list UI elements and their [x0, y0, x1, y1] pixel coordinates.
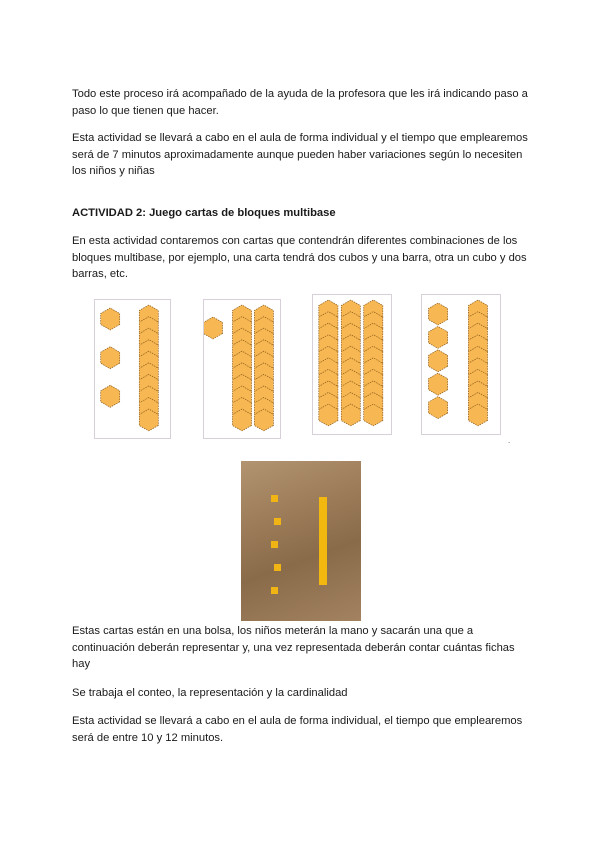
bar-block: [139, 305, 158, 431]
card-1: [94, 299, 171, 439]
bar-block: [364, 300, 383, 426]
paragraph-duration-activity-1: Esta actividad se llevará a cabo en el aula de forma individual y el tiempo que emplearemos será de 7 minutos aproximadamente aunque pueden haber variaciones según lo necesiten los niños y niñas: [72, 132, 528, 177]
cube-block: [429, 326, 448, 348]
cube-block: [429, 303, 448, 325]
cube-block: [429, 397, 448, 419]
photo-cube: [274, 564, 281, 571]
cube-block: [204, 317, 223, 339]
bar-block: [468, 300, 487, 426]
bar-block: [319, 300, 338, 426]
cube-block: [101, 347, 120, 369]
card-1-blocks: [95, 300, 170, 438]
paragraph-card-bag: Estas cartas están en una bolsa, los niños meterán la mano y sacarán una que a continuación deberán representar y, una vez representada deberán contar cuántas fichas hay: [72, 625, 515, 670]
cube-block: [429, 350, 448, 372]
cube-block: [101, 385, 120, 407]
photo-multibase-blocks: [241, 461, 361, 621]
card-3-blocks: [313, 295, 391, 434]
heading-activity-2: ACTIVIDAD 2: Juego cartas de bloques multibase: [72, 207, 336, 219]
paragraph-skills: Se trabaja el conteo, la representación y la cardinalidad: [72, 687, 348, 699]
card-2: [203, 299, 281, 439]
photo-rod: [319, 497, 327, 585]
cube-block: [429, 373, 448, 395]
footnote-mark: .: [508, 436, 511, 445]
paragraph-guidance: Todo este proceso irá acompañado de la ayuda de la profesora que les irá indicando paso a paso lo que tienen que hacer.: [72, 88, 528, 117]
card-2-blocks: [204, 300, 280, 438]
card-4-blocks: [422, 295, 500, 434]
photo-cube: [271, 541, 278, 548]
paragraph-activity-2-description: En esta actividad contaremos con cartas que contendrán diferentes combinaciones de los bloques multibase, por ejemplo, una carta tendrá dos cubos y una barra, otra un cubo y dos barras, etc.: [72, 235, 527, 280]
card-4: [421, 294, 501, 435]
card-3: [312, 294, 392, 435]
photo-blocks: [241, 461, 361, 621]
bar-block: [254, 305, 273, 431]
paragraph-duration-activity-2: Esta actividad se llevará a cabo en el aula de forma individual, el tiempo que emplearemos será de entre 10 y 12 minutos.: [72, 715, 523, 744]
bar-block: [341, 300, 360, 426]
photo-cube: [274, 518, 281, 525]
photo-cube: [271, 495, 278, 502]
bar-block: [233, 305, 252, 431]
photo-cube: [271, 587, 278, 594]
cube-block: [101, 308, 120, 330]
